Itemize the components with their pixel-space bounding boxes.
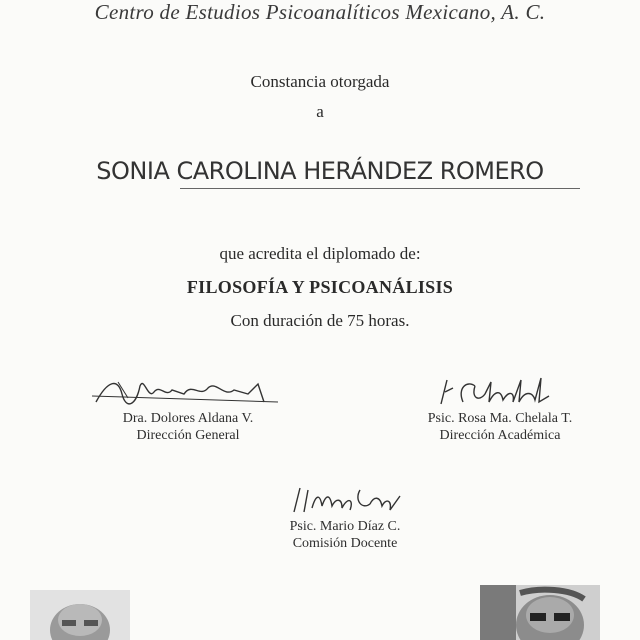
portrait-photo-left: [30, 590, 130, 640]
signature-block-academic-direction: [405, 372, 595, 444]
signatory-name: Psic. Rosa Ma. Chelala T.: [427, 411, 573, 426]
signatory-role: Dirección Académica: [439, 428, 561, 443]
signatory-role: Comisión Docente: [292, 536, 398, 551]
signature-block-teaching-commission: [250, 482, 440, 552]
signatory-role: Dirección General: [136, 428, 240, 443]
duration-line: Con duración de 75 horas.: [230, 311, 410, 330]
recipient-name: SONIA CAROLINA HERÁNDEZ ROMERO: [96, 157, 544, 185]
signature-icon: [250, 482, 440, 518]
signature-icon: [88, 372, 288, 410]
portrait-photo-right: [480, 585, 600, 640]
recipient-underline: [180, 188, 580, 189]
signature-icon: [405, 372, 595, 410]
certifies-line: que acredita el diplomado de:: [219, 244, 421, 263]
to-line: a: [316, 102, 324, 121]
signatory-name: Psic. Mario Díaz C.: [289, 519, 401, 534]
signatory-name: Dra. Dolores Aldana V.: [122, 411, 254, 426]
program-title: FILOSOFÍA Y PSICOANÁLISIS: [186, 277, 454, 297]
institution-name: Centro de Estudios Psicoanalíticos Mexicano, A. C.: [94, 0, 546, 24]
signature-block-director-general: [88, 372, 288, 444]
granted-line: Constancia otorgada: [250, 72, 390, 91]
